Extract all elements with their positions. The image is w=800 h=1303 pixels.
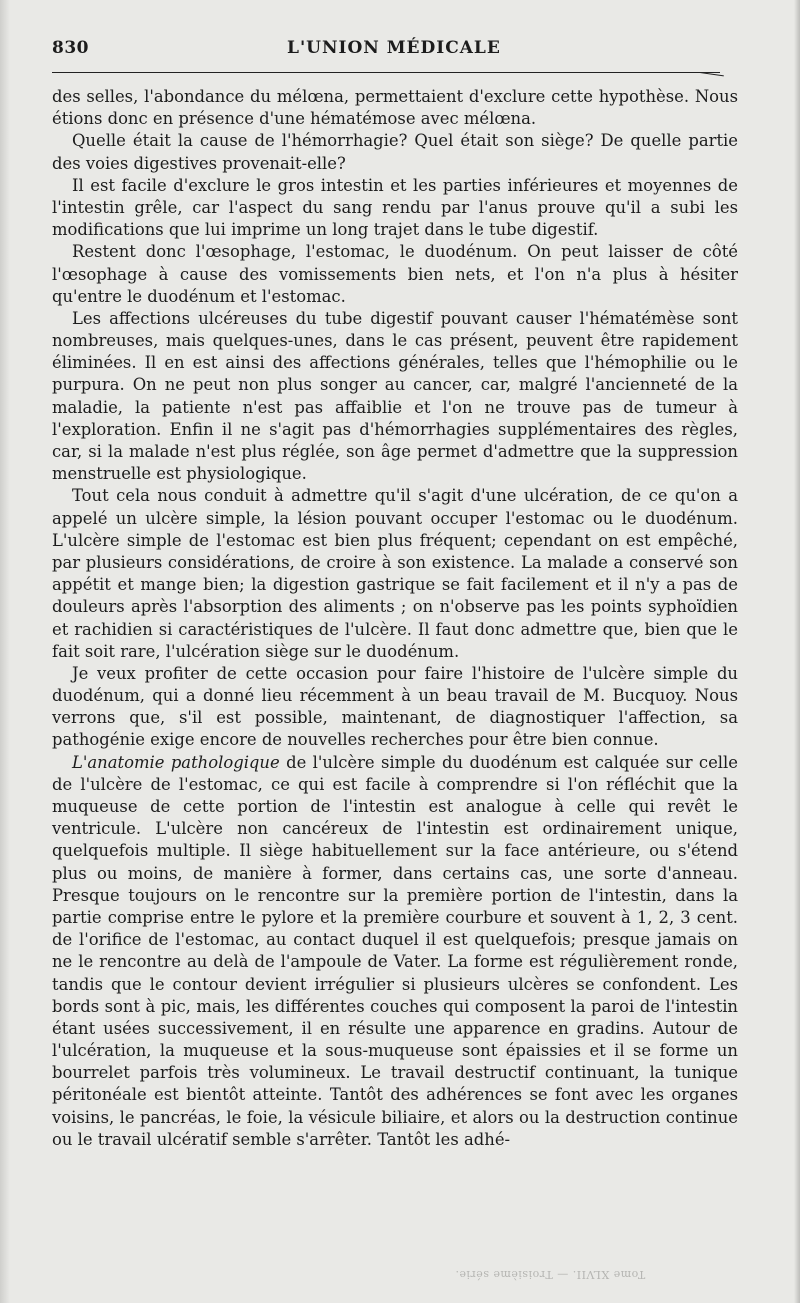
- paragraph-text: Restent donc l'œsophage, l'estomac, le duodénum. On peut laisser de côté l'œsophage à cause des vomissements bien nets, et l'on n'a plus à hésiter qu'entre le duodénum et l'estomac.: [52, 242, 738, 306]
- paragraph-1: [52, 86, 738, 130]
- paragraph-text: des selles, l'abondance du mélœna, permettaient d'exclure cette hypothèse. Nous étions donc en présence d'une hématémose avec mélœna.: [52, 87, 738, 129]
- journal-title: L'UNION MÉDICALE: [287, 38, 501, 58]
- paragraph-7: [52, 663, 738, 752]
- body-text: [52, 86, 738, 1151]
- page-number: 830: [52, 38, 89, 58]
- header-rule: [52, 72, 720, 73]
- paragraph-text: Les affections ulcéreuses du tube digestif pouvant causer l'hématémèse sont nombreuses, mais quelques-unes, dans le cas présent, peuvent être rapidement éliminées. Il en est ainsi des affections générales, telles que l'hémophilie ou le purpura. On ne peut non plus songer au cancer, car, malgré l'ancienneté de la maladie, la patiente n'est pas affaiblie et l'on ne trouve pas de tumeur à l'exploration. Enfin il ne s'agit pas d'hémorrhagies supplémentaires des règles, car, si la malade n'est plus réglée, son âge permet d'admettre que la suppression menstruelle est physiologique.: [52, 308, 738, 484]
- paragraph-text: de l'ulcère simple du duodénum est calquée sur celle de l'ulcère de l'estomac, ce qui est facile à comprendre si l'on réfléchit que la muqueuse de cette portion de l'intestin est analogue à celle qui revêt le ventricule. L'ulcère non cancéreux de l'intestin est ordinairement unique, quelquefois multiple. Il siège habituellement sur la face antérieure, ou s'étend plus ou moins, de manière à former, dans certains cas, une sorte d'anneau. Presque toujours on le rencontre sur la première portion de l'intestin, dans la partie comprise entre le pylore et la première courbure et souvent à 1, 2, 3 cent. de l'orifice de l'estomac, au contact duquel il est quelquefois; presque jamais on ne le rencontre au delà de l'ampoule de Vater. La forme est régulièrement ronde, tandis que le contour devient irrégulier si plusieurs ulcères se confondent. Les bords sont à pic, mais, les différentes couches qui composent la paroi de l'intestin étant usées successivement, il en résulte une apparence en gradins. Autour de l'ulcération, la muqueuse et la sous-muqueuse sont épaissies et il se forme un bourrelet parfois très volumineux. Le travail destructif continuant, la tunique péritonéale est bientôt atteinte. Tantôt des adhérences se font avec les organes voisins, le pancréas, le foie, la vésicule biliaire, et alors ou la destruction continue ou le travail ulcératif semble s'arrêter. Tantôt les adhé-: [52, 752, 738, 1149]
- paragraph-3: [52, 175, 738, 242]
- paragraph-text: Tout cela nous conduit à admettre qu'il s'agit d'une ulcération, de ce qu'on a appelé un ulcère simple, la lésion pouvant occuper l'estomac ou le duodénum. L'ulcère simple de l'estomac est bien plus fréquent; cependant on est empêché, par plusieurs considérations, de croire à son existence. La malade a conservé son appétit et mange bien; la digestion gastrique se fait facilement et il n'y a pas de douleurs après l'absorption des aliments ; on n'observe pas les points syphoïdien et rachidien si caractéristiques de l'ulcère. Il faut donc admettre que, bien que le fait soit rare, l'ulcération siège sur le duodénum.: [52, 486, 738, 661]
- page-edge-right: [794, 0, 800, 1303]
- paragraph-text: Je veux profiter de cette occasion pour faire l'histoire de l'ulcère simple du duodénum, qui a donné lieu récemment à un beau travail de M. Bucquoy. Nous verrons que, s'il est possible, maintenant, de diagnostiquer l'affection, sa pathogénie exige encore de nouvelles recherches pour être bien connue.: [52, 663, 738, 750]
- paragraph-4: [52, 241, 738, 308]
- paragraph-8: [52, 752, 738, 1151]
- page-edge-left: [0, 0, 10, 1303]
- bleed-through-footer: Tome XLVII. — Troisième série.: [455, 1268, 646, 1281]
- running-header: [52, 38, 742, 62]
- paragraph-5: [52, 308, 738, 486]
- paragraph-2: [52, 130, 738, 174]
- italic-lead: L'anatomie pathologique: [72, 752, 280, 772]
- paragraph-6: [52, 485, 738, 663]
- paragraph-text: Il est facile d'exclure le gros intestin et les parties inférieures et moyennes de l'intestin grêle, car l'aspect du sang rendu par l'anus prouve qu'il a subi les modifications que lui imprime un long trajet dans le tube digestif.: [52, 175, 738, 240]
- paragraph-text: Quelle était la cause de l'hémorrhagie? Quel était son siège? De quelle partie des voies digestives provenait-elle?: [52, 131, 738, 173]
